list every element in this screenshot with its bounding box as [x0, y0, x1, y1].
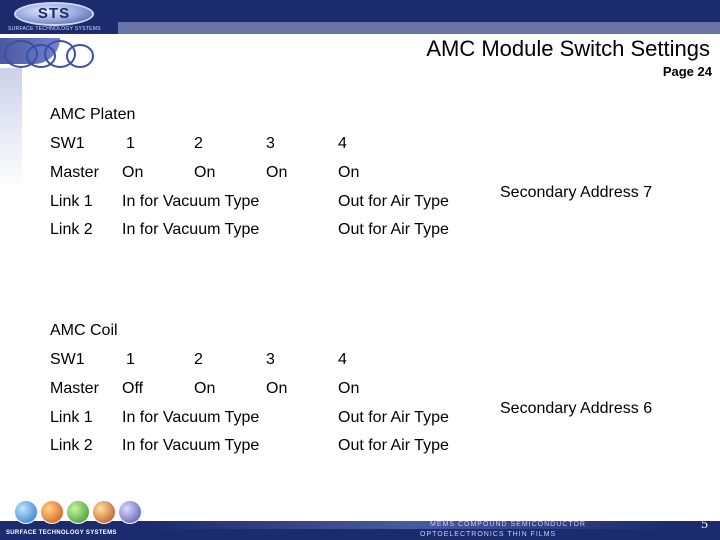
vacuum-setting: In for Vacuum Type: [122, 193, 260, 210]
switch-state: Off: [122, 380, 144, 397]
row-label: Link 2: [50, 437, 93, 454]
row-label: Master: [50, 164, 99, 181]
row-label: Link 1: [50, 409, 93, 426]
switch-number: 2: [194, 135, 203, 152]
coil-link2-row: [0, 437, 720, 459]
switch-state: On: [194, 380, 216, 397]
coil-sw1-row: [0, 351, 720, 373]
flame-icon: [92, 500, 116, 524]
section-heading-coil: AMC Coil: [50, 322, 118, 339]
platen-secondary-address: Secondary Address 7: [500, 184, 653, 201]
switch-state: On: [122, 164, 144, 181]
air-setting: Out for Air Type: [338, 221, 449, 238]
air-setting: Out for Air Type: [338, 193, 449, 210]
footer-tagline: OPTOELECTRONICS THIN FILMS: [420, 531, 557, 538]
switch-state: On: [338, 380, 360, 397]
switch-state: On: [194, 164, 216, 181]
switch-number: 3: [266, 135, 275, 152]
globe-icon: [14, 500, 38, 524]
row-label: Link 1: [50, 193, 93, 210]
coil-master-row: [0, 380, 720, 402]
row-label: Link 2: [50, 221, 93, 238]
slide-number: 5: [701, 517, 708, 532]
switch-state: On: [266, 380, 288, 397]
footer-tagline: MEMS COMPOUND SEMICONDUCTOR: [430, 521, 586, 528]
platen-sw1-row: [0, 135, 720, 157]
vacuum-setting: In for Vacuum Type: [122, 437, 260, 454]
logo-subtitle: SURFACE TECHNOLOGY SYSTEMS: [8, 26, 101, 32]
air-setting: Out for Air Type: [338, 437, 449, 454]
top-banner-stripe: [118, 22, 720, 34]
vacuum-setting: In for Vacuum Type: [122, 221, 260, 238]
switch-number: 4: [338, 135, 347, 152]
logo-oval: [14, 2, 94, 26]
switch-number: 2: [194, 351, 203, 368]
row-label: SW1: [50, 351, 85, 368]
air-setting: Out for Air Type: [338, 409, 449, 426]
sun-icon: [40, 500, 64, 524]
vacuum-setting: In for Vacuum Type: [122, 409, 260, 426]
platen-master-row: [0, 164, 720, 186]
logo-text: STS: [37, 5, 71, 22]
platen-link2-row: [0, 221, 720, 243]
leaf-icon: [66, 500, 90, 524]
row-label: SW1: [50, 135, 85, 152]
wafer-icon: [118, 500, 142, 524]
page-title: AMC Module Switch Settings: [426, 36, 710, 61]
page-number: Page 24: [662, 64, 712, 79]
bottom-stripe: [150, 521, 670, 529]
switch-number: 1: [126, 351, 135, 368]
coil-secondary-address: Secondary Address 6: [500, 400, 653, 417]
footer-company-name: SURFACE TECHNOLOGY SYSTEMS: [6, 530, 117, 536]
switch-number: 1: [126, 135, 135, 152]
switch-number: 4: [338, 351, 347, 368]
section-heading-platen: AMC Platen: [50, 106, 136, 123]
switch-state: On: [338, 164, 360, 181]
switch-number: 3: [266, 351, 275, 368]
switch-state: On: [266, 164, 288, 181]
sts-logo: [0, 0, 118, 70]
row-label: Master: [50, 380, 99, 397]
